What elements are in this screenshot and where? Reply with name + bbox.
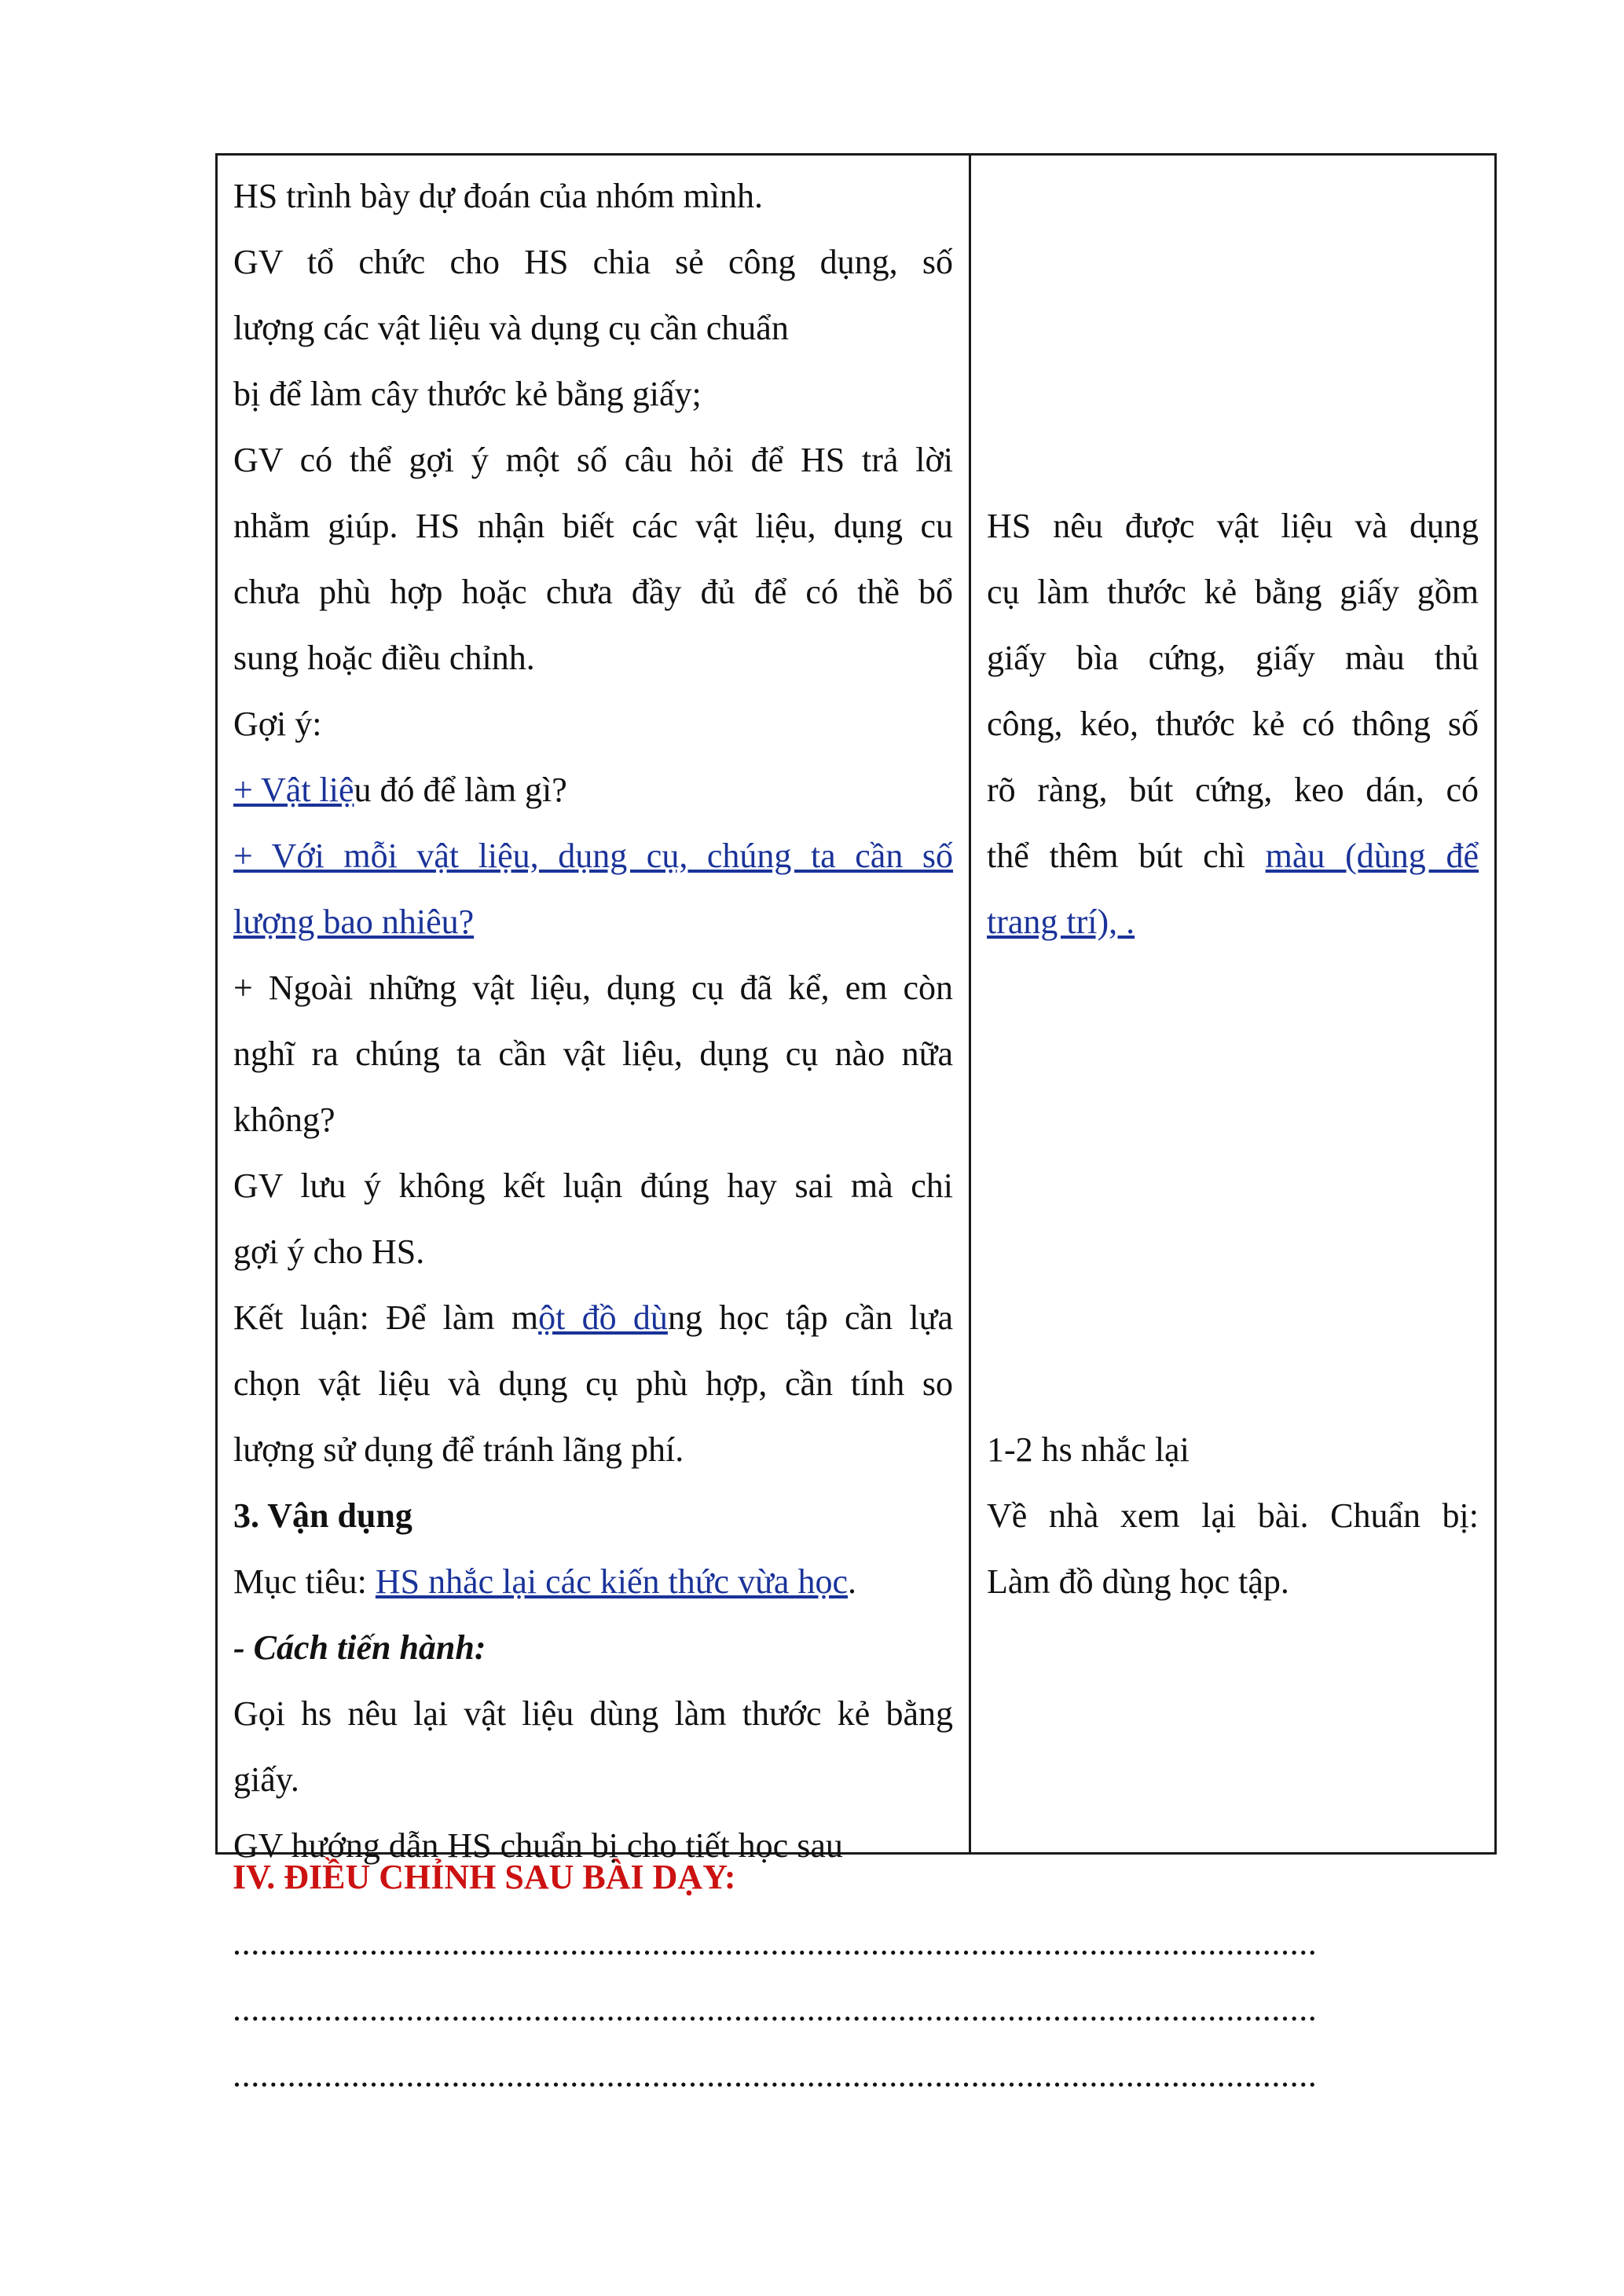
text-line: bị để làm cây thước kẻ bằng giấy; (233, 375, 702, 413)
text-line: + Ngoài những vật liệu, dụng cụ đã kể, em còn (233, 969, 953, 1007)
text-line (233, 1549, 953, 1615)
text-line: HS nêu được vật liệu và dụng (987, 507, 1479, 545)
text-line: GV có thể gợi ý một số câu hỏi để HS trả lời (233, 441, 953, 479)
section-heading: IV. ĐIỀU CHỈNH SAU BÀI DẠY: (233, 1858, 736, 1896)
blank-line (987, 955, 1479, 1021)
hyperlink[interactable]: + Vật liệ (233, 771, 354, 809)
text-line: Gợi ý: (233, 705, 322, 743)
activity-column (217, 155, 970, 1865)
blank-line (987, 1285, 1479, 1351)
blank-line (987, 361, 1479, 427)
text-span: u đó để làm gì? (354, 771, 567, 809)
text-line: 1-2 hs nhắc lại (987, 1430, 1190, 1469)
text-line (233, 889, 953, 955)
procedure-heading: - Cách tiến hành: (233, 1628, 486, 1667)
text-span: Kết luận: Để làm m (233, 1298, 539, 1337)
text-line: nghĩ ra chúng ta cần vật liệu, dụng cụ nào nữa (233, 1034, 953, 1073)
text-line: cụ làm thước kẻ bằng giấy gồm (987, 573, 1479, 611)
hyperlink[interactable]: HS nhắc lại các kiến thức vừa học (375, 1562, 848, 1601)
table-row (217, 155, 1496, 1854)
text-span: thể thêm bút chì (987, 837, 1266, 875)
text-line (233, 1285, 953, 1351)
blank-line (987, 163, 1479, 229)
text-line: rõ ràng, bút cứng, keo dán, có (987, 771, 1479, 809)
text-line: không? (233, 1100, 335, 1139)
dotted-line: ....................................................................................................................... (233, 1990, 1318, 2028)
blank-line (987, 229, 1479, 295)
hyperlink[interactable]: màu (dùng để (1265, 837, 1479, 875)
text-span: ng học tập cần lựa (667, 1298, 953, 1337)
text-line: lượng các vật liệu và dụng cụ cần chuẩn (233, 309, 789, 347)
text-line (987, 889, 1479, 955)
text-line: Làm đồ dùng học tập. (987, 1562, 1289, 1601)
lesson-table (215, 153, 1497, 1865)
text-line: giấy bìa cứng, giấy màu thủ (987, 639, 1479, 677)
text-line: chưa phù hợp hoặc chưa đầy đủ để có thề bổ (233, 573, 953, 611)
text-line: giấy. (233, 1760, 299, 1799)
text-line: GV lưu ý không kết luận đúng hay sai mà chi (233, 1166, 953, 1205)
text-line: Về nhà xem lại bài. Chuẩn bị: (987, 1496, 1479, 1535)
blank-line (987, 1087, 1479, 1153)
text-line: gợi ý cho HS. (233, 1232, 425, 1271)
text-line: Gọi hs nêu lại vật liệu dùng làm thước kẻ bằng (233, 1694, 953, 1733)
text-line: nhằm giúp. HS nhận biết các vật liệu, dụng cu (233, 507, 953, 545)
dotted-line: ....................................................................................................................... (233, 2056, 1318, 2094)
blank-line (987, 1021, 1479, 1087)
text-span: Mục tiêu: (233, 1562, 376, 1601)
hyperlink[interactable]: trang trí), . (987, 903, 1135, 941)
dotted-line: ....................................................................................................................... (233, 1924, 1318, 1962)
hyperlink[interactable]: lượng bao nhiêu? (233, 903, 475, 941)
adjustment-section (233, 1844, 1474, 2108)
text-line: lượng sử dụng để tránh lãng phí. (233, 1430, 684, 1469)
blank-line (987, 1219, 1479, 1285)
blank-line (987, 295, 1479, 361)
text-line: chọn vật liệu và dụng cụ phù hợp, cần tính so (233, 1364, 953, 1403)
text-line: GV tổ chức cho HS chia sẻ công dụng, số (233, 243, 953, 281)
text-line: HS trình bày dự đoán của nhóm mình. (233, 177, 763, 215)
section-heading: 3. Vận dụng (233, 1496, 412, 1535)
blank-line (987, 1153, 1479, 1219)
blank-line (987, 427, 1479, 493)
student-column (970, 155, 1496, 1854)
text-line: công, kéo, thước kẻ có thông số (987, 705, 1479, 743)
text-span: . (848, 1562, 856, 1601)
text-line (233, 757, 953, 823)
text-line: GV hướng dẫn HS chuẩn bị cho tiết học sau (233, 1826, 843, 1865)
text-line: sung hoặc điều chỉnh. (233, 639, 535, 677)
text-line (987, 823, 1479, 889)
hyperlink[interactable]: + Với mỗi vật liệu, dụng cụ, chúng ta cần số (233, 837, 953, 875)
hyperlink[interactable]: ột đồ dù (538, 1298, 668, 1337)
blank-line (987, 1351, 1479, 1417)
